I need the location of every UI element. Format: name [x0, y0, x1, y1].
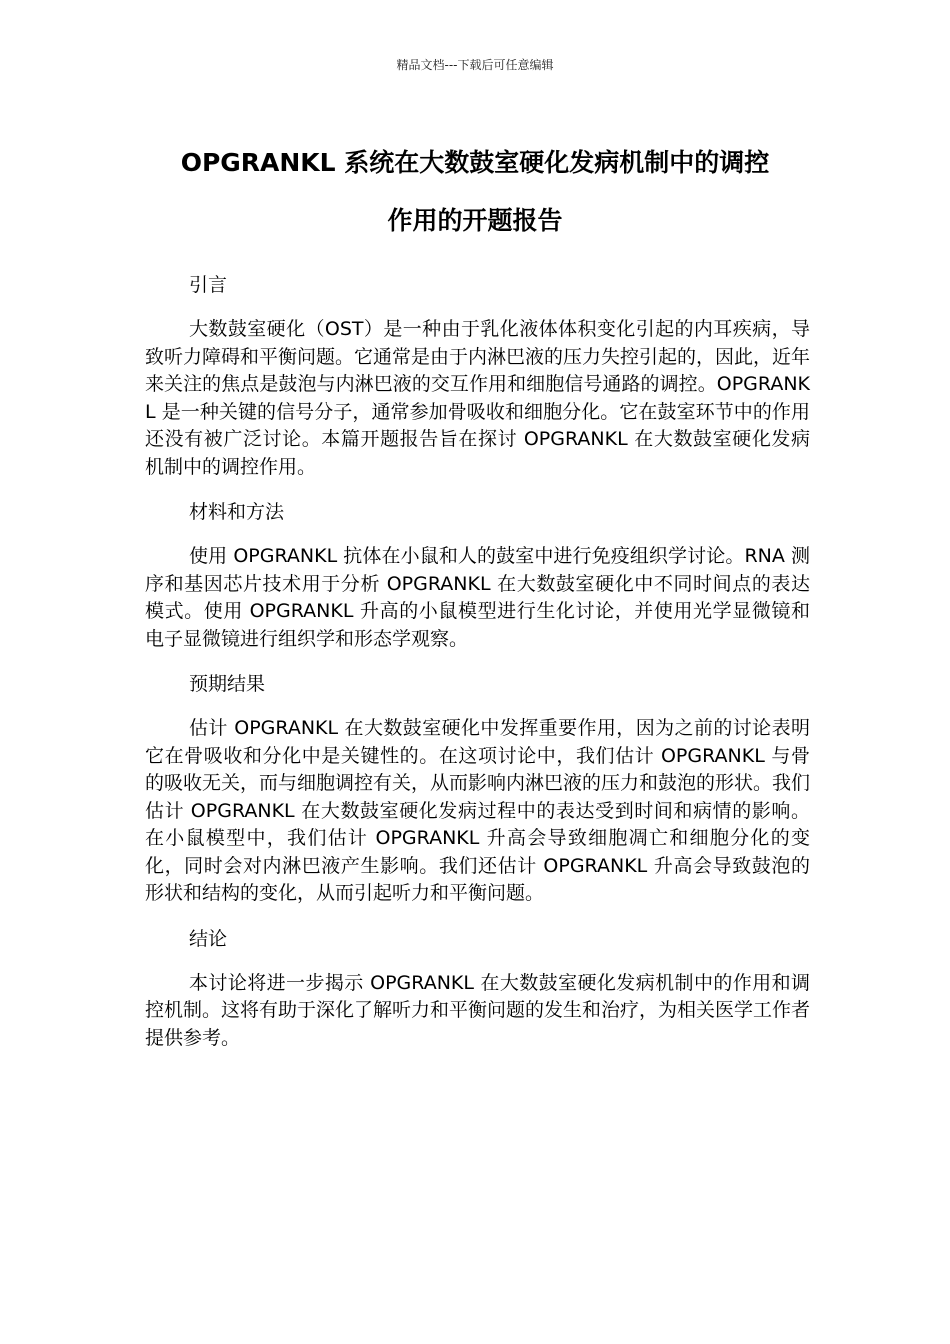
title-line-1: OPGRANKL 系统在大数鼓室硬化发病机制中的调控	[180, 148, 770, 177]
section-heading: 预期结果	[189, 673, 266, 695]
title-line-2: 作用的开题报告	[387, 206, 563, 235]
section-paragraph: 大数鼓室硬化（OST）是一种由于乳化液体体积变化引起的内耳疾病，导致听力障碍和平衡问题。它通常是由于内淋巴液的压力失控引起的，因此，近年来关注的焦点是鼓泡与内淋巴液的交互作用和细胞信号通路的调控。OPGRANKL 是一种关键的信号分子，通常参加骨吸收和细胞分化。它在鼓室环节中的作用还没有被广泛讨论。本篇开题报告旨在探讨 OPGRANKL 在大数鼓室硬化发病机制中的调控作用。	[145, 318, 811, 478]
section-paragraph: 使用 OPGRANKL 抗体在小鼠和人的鼓室中进行免疫组织学讨论。RNA 测序和基因芯片技术用于分析 OPGRANKL 在大数鼓室硬化中不同时间点的表达模式。使用 OPGRANKL 升高的小鼠模型进行生化讨论，并使用光学显微镜和电子显微镜进行组织学和形态学观察。	[145, 545, 810, 650]
document-title	[120, 134, 830, 250]
section-materials-methods	[145, 497, 810, 653]
section-conclusion	[145, 924, 810, 1053]
header-note: 精品文档---下载后可任意编辑	[396, 58, 554, 72]
section-heading: 材料和方法	[189, 501, 285, 523]
section-paragraph: 本讨论将进一步揭示 OPGRANKL 在大数鼓室硬化发病机制中的作用和调控机制。这将有助于深化了解听力和平衡问题的发生和治疗，为相关医学工作者提供参考。	[145, 971, 811, 1049]
section-paragraph: 估计 OPGRANKL 在大数鼓室硬化中发挥重要作用，因为之前的讨论表明它在骨吸收和分化中是关键性的。在这项讨论中，我们估计 OPGRANKL 与骨的吸收无关，而与细胞调控有关，从而影响内淋巴液的压力和鼓泡的形状。我们估计 OPGRANKL 在大数鼓室硬化发病过程中的表达受到时间和病情的影响。在小鼠模型中，我们估计 OPGRANKL 升高会导致细胞凋亡和细胞分化的变化，同时会对内淋巴液产生影响。我们还估计 OPGRANKL 升高会导致鼓泡的形状和结构的变化，从而引起听力和平衡问题。	[145, 717, 811, 904]
section-expected-results	[145, 669, 810, 908]
section-heading: 结论	[189, 927, 228, 950]
document-body	[145, 270, 810, 1068]
section-heading: 引言	[189, 274, 228, 296]
section-introduction	[145, 270, 810, 481]
